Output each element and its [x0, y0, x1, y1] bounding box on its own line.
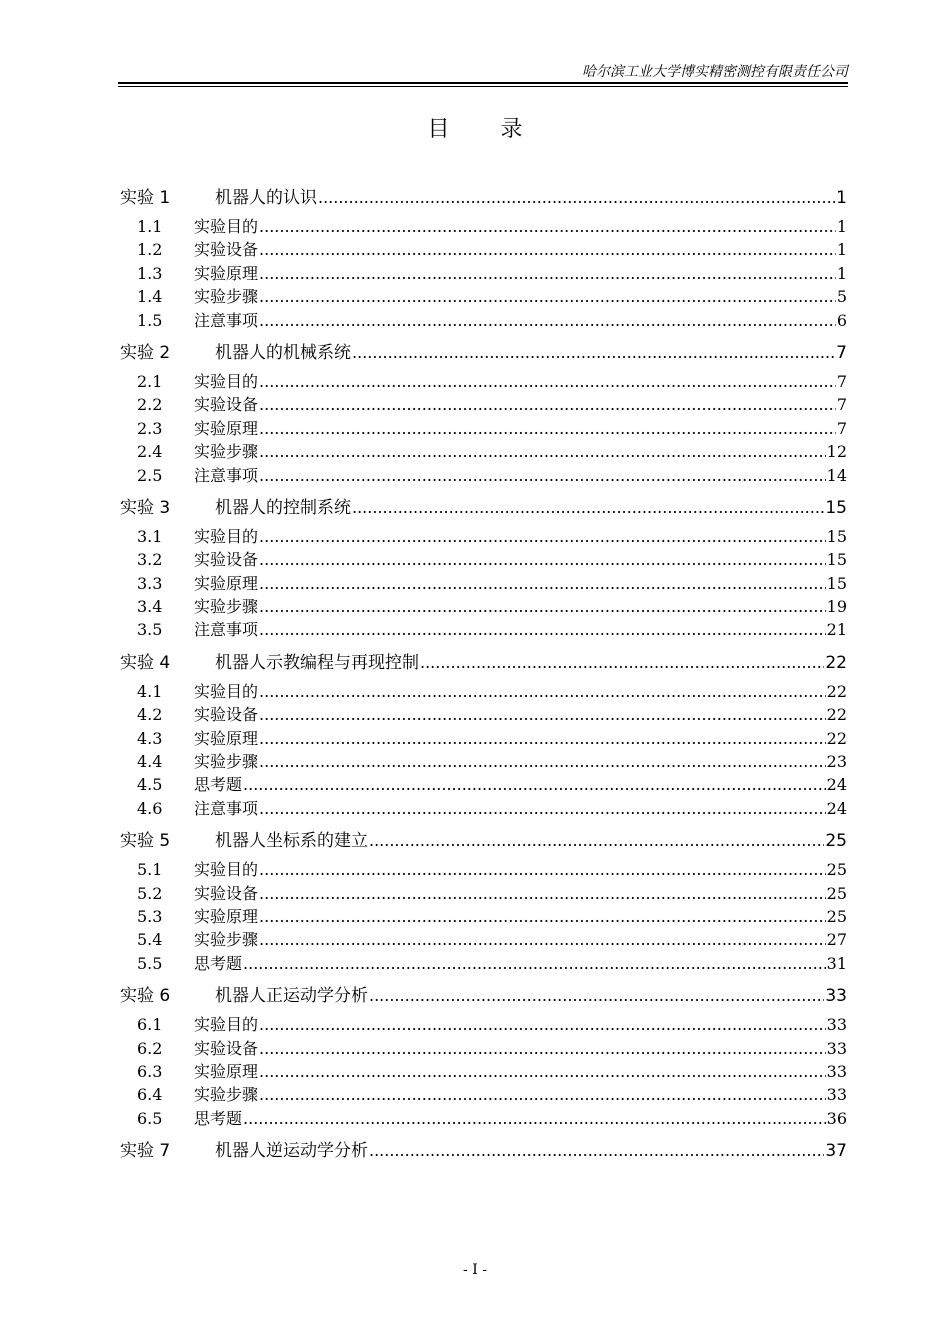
- dot-leader: [259, 680, 826, 703]
- section-page: 33: [826, 1038, 847, 1058]
- section-page: 19: [826, 597, 847, 617]
- toc-chapter-entry[interactable]: [120, 1139, 847, 1163]
- toc-section-entry[interactable]: [120, 440, 847, 463]
- section-title: 实验步骤: [194, 442, 259, 462]
- toc-section-entry[interactable]: [120, 1107, 847, 1130]
- section-number: 6.5: [137, 1108, 163, 1128]
- toc-title: 目 录: [427, 117, 545, 142]
- section-number: 1.2: [137, 240, 163, 260]
- section-title: 实验原理: [194, 728, 259, 748]
- section-title: 实验步骤: [194, 287, 259, 307]
- dot-leader: [369, 984, 824, 1008]
- section-page: 27: [826, 930, 847, 950]
- dot-leader: [243, 1107, 826, 1130]
- toc-section-entry[interactable]: [120, 238, 847, 261]
- section-number: 3.3: [137, 573, 163, 593]
- section-number: 6.1: [137, 1015, 163, 1035]
- dot-leader: [369, 1139, 824, 1163]
- section-title: 实验步骤: [194, 752, 259, 772]
- dot-leader: [352, 341, 835, 365]
- dot-leader: [369, 829, 824, 853]
- toc-chapter-entry[interactable]: [120, 186, 847, 210]
- toc-section-entry[interactable]: [120, 750, 847, 773]
- toc-section-entry[interactable]: [120, 1037, 847, 1060]
- section-number: 4.1: [137, 681, 163, 701]
- section-number: 4.2: [137, 705, 163, 725]
- chapter-title: 机器人正运动学分析: [215, 986, 368, 1007]
- section-number: 5.2: [137, 883, 163, 903]
- section-title: 实验目的: [194, 860, 259, 880]
- section-page: 12: [826, 442, 847, 462]
- dot-leader: [420, 651, 824, 675]
- section-number: 4.3: [137, 728, 163, 748]
- chapter-number: 实验 2: [120, 342, 171, 363]
- toc-chapter-entry[interactable]: [120, 341, 847, 365]
- section-number: 2.5: [137, 465, 163, 485]
- toc-section-entry[interactable]: [120, 464, 847, 487]
- chapter-title: 机器人的控制系统: [215, 497, 351, 518]
- section-title: 实验设备: [194, 240, 259, 260]
- section-title: 实验目的: [194, 217, 259, 236]
- dot-leader: [259, 882, 826, 905]
- toc-section-entry[interactable]: [120, 595, 847, 618]
- section-title: 注意事项: [194, 798, 259, 818]
- section-title: 实验步骤: [194, 930, 259, 950]
- page-number: - I -: [463, 1262, 487, 1278]
- toc-section-entry[interactable]: [120, 858, 847, 881]
- dot-leader: [259, 548, 826, 571]
- chapter-title: 机器人示教编程与再现控制: [215, 652, 419, 673]
- dot-leader: [259, 464, 826, 487]
- section-number: 1.3: [137, 263, 163, 283]
- section-number: 6.4: [137, 1085, 163, 1105]
- dot-leader: [259, 928, 826, 951]
- section-page: 25: [826, 860, 847, 880]
- toc-chapter-entry[interactable]: [120, 829, 847, 853]
- toc-section-entry[interactable]: [120, 703, 847, 726]
- dot-leader: [259, 1060, 826, 1083]
- toc-chapter-entry[interactable]: [120, 651, 847, 675]
- toc-section-entry[interactable]: [120, 309, 847, 332]
- section-page: 1: [836, 217, 847, 236]
- chapter-number: 实验 7: [120, 1141, 171, 1162]
- section-number: 4.6: [137, 798, 163, 818]
- dot-leader: [259, 905, 826, 928]
- toc-section-entry[interactable]: [120, 618, 847, 641]
- dot-leader: [259, 262, 836, 285]
- toc-section-entry[interactable]: [120, 797, 847, 820]
- section-number: 3.1: [137, 526, 163, 546]
- section-page: 14: [826, 465, 847, 485]
- section-title: 注意事项: [194, 620, 259, 640]
- section-page: 1: [836, 240, 847, 260]
- chapter-number: 实验 6: [120, 986, 171, 1007]
- section-title: 思考题: [194, 953, 243, 973]
- chapter-page: 7: [836, 342, 847, 363]
- section-title: 注意事项: [194, 465, 259, 485]
- chapter-page: 15: [825, 497, 847, 518]
- section-number: 5.4: [137, 930, 163, 950]
- section-page: 33: [826, 1061, 847, 1081]
- section-number: 5.3: [137, 906, 163, 926]
- toc-section-entry[interactable]: [120, 928, 847, 951]
- section-page: 7: [836, 371, 847, 391]
- header-rule-thick: [118, 82, 848, 84]
- section-page: 33: [826, 1015, 847, 1035]
- toc-section-entry[interactable]: [120, 680, 847, 703]
- dot-leader: [259, 393, 836, 416]
- toc-section-entry[interactable]: [120, 262, 847, 285]
- chapter-number: 实验 4: [120, 652, 171, 673]
- dot-leader: [259, 1013, 826, 1036]
- section-number: 4.5: [137, 775, 163, 795]
- section-title: 实验原理: [194, 573, 259, 593]
- section-page: 22: [826, 681, 847, 701]
- dot-leader: [259, 1083, 826, 1106]
- section-title: 思考题: [194, 775, 243, 795]
- section-title: 实验目的: [194, 1015, 259, 1035]
- toc-section-entry[interactable]: [120, 905, 847, 928]
- dot-leader: [259, 1037, 826, 1060]
- dot-leader: [259, 525, 826, 548]
- section-page: 23: [826, 752, 847, 772]
- toc-section-entry[interactable]: [120, 727, 847, 750]
- dot-leader: [259, 797, 826, 820]
- section-title: 实验设备: [194, 550, 259, 570]
- chapter-title: 机器人坐标系的建立: [215, 831, 368, 852]
- dot-leader: [259, 858, 826, 881]
- dot-leader: [259, 215, 836, 238]
- toc-section-entry[interactable]: [120, 548, 847, 571]
- section-page: 21: [826, 620, 847, 640]
- section-number: 1.5: [137, 310, 163, 330]
- section-page: 1: [836, 263, 847, 283]
- section-page: 7: [836, 395, 847, 415]
- section-title: 实验步骤: [194, 597, 259, 617]
- dot-leader: [259, 238, 836, 261]
- dot-leader: [243, 773, 826, 796]
- section-number: 4.4: [137, 752, 163, 772]
- dot-leader: [259, 618, 826, 641]
- section-page: 15: [826, 573, 847, 593]
- section-title: 实验原理: [194, 263, 259, 283]
- dot-leader: [259, 572, 826, 595]
- section-number: 2.4: [137, 442, 163, 462]
- section-number: 2.2: [137, 395, 163, 415]
- chapter-page: 25: [825, 831, 847, 852]
- section-number: 5.1: [137, 860, 163, 880]
- dot-leader: [259, 703, 826, 726]
- section-number: 2.1: [137, 371, 163, 391]
- dot-leader: [243, 952, 826, 975]
- section-number: 5.5: [137, 953, 163, 973]
- section-page: 22: [826, 728, 847, 748]
- section-number: 3.4: [137, 597, 163, 617]
- section-title: 实验原理: [194, 1061, 259, 1081]
- table-of-contents: [120, 186, 847, 1168]
- section-number: 3.5: [137, 620, 163, 640]
- section-page: 15: [826, 526, 847, 546]
- dot-leader: [259, 727, 826, 750]
- chapter-number: 实验 3: [120, 497, 171, 518]
- section-page: 22: [826, 705, 847, 725]
- dot-leader: [259, 370, 836, 393]
- section-page: 6: [836, 310, 847, 330]
- toc-section-entry[interactable]: [120, 572, 847, 595]
- section-page: 36: [826, 1108, 847, 1128]
- section-title: 实验步骤: [194, 1085, 259, 1105]
- dot-leader: [352, 496, 824, 520]
- chapter-page: 33: [825, 986, 847, 1007]
- section-title: 实验目的: [194, 371, 259, 391]
- toc-section-entry[interactable]: [120, 285, 847, 308]
- toc-chapter-entry[interactable]: [120, 984, 847, 1008]
- section-number: 6.2: [137, 1038, 163, 1058]
- dot-leader: [318, 186, 835, 210]
- toc-section-entry[interactable]: [120, 1083, 847, 1106]
- section-page: 7: [836, 418, 847, 438]
- dot-leader: [259, 309, 836, 332]
- section-page: 15: [826, 550, 847, 570]
- toc-section-entry[interactable]: [120, 417, 847, 440]
- section-page: 33: [826, 1085, 847, 1105]
- chapter-page: 37: [825, 1141, 847, 1162]
- chapter-page: 1: [836, 188, 847, 208]
- toc-section-entry[interactable]: [120, 1013, 847, 1036]
- header-rule-thin: [118, 86, 848, 87]
- toc-section-entry[interactable]: [120, 882, 847, 905]
- chapter-page: 22: [825, 652, 847, 673]
- section-page: 25: [826, 906, 847, 926]
- chapter-title: 机器人的机械系统: [215, 342, 351, 363]
- section-page: 24: [826, 798, 847, 818]
- dot-leader: [259, 285, 836, 308]
- toc-section-entry[interactable]: [120, 525, 847, 548]
- section-number: 1.1: [137, 217, 163, 236]
- section-page: 24: [826, 775, 847, 795]
- section-title: 思考题: [194, 1108, 243, 1128]
- toc-section-entry[interactable]: [120, 215, 847, 238]
- toc-chapter-entry[interactable]: [120, 496, 847, 520]
- toc-section-entry[interactable]: [120, 1060, 847, 1083]
- toc-section-entry[interactable]: [120, 773, 847, 796]
- section-title: 实验设备: [194, 395, 259, 415]
- section-page: 25: [826, 883, 847, 903]
- chapter-title: 机器人的认识: [215, 188, 317, 208]
- section-title: 实验设备: [194, 1038, 259, 1058]
- dot-leader: [259, 750, 826, 773]
- section-page: 31: [826, 953, 847, 973]
- section-number: 2.3: [137, 418, 163, 438]
- dot-leader: [259, 417, 836, 440]
- section-title: 实验设备: [194, 883, 259, 903]
- dot-leader: [259, 440, 826, 463]
- chapter-title: 机器人逆运动学分析: [215, 1141, 368, 1162]
- section-number: 1.4: [137, 287, 163, 307]
- section-title: 实验设备: [194, 705, 259, 725]
- section-page: 5: [836, 287, 847, 307]
- chapter-number: 实验 1: [120, 188, 171, 208]
- running-header: 哈尔滨工业大学博实精密测控有限责任公司: [582, 64, 848, 80]
- chapter-number: 实验 5: [120, 831, 171, 852]
- section-title: 实验原理: [194, 418, 259, 438]
- section-number: 3.2: [137, 550, 163, 570]
- section-title: 实验原理: [194, 906, 259, 926]
- dot-leader: [259, 595, 826, 618]
- toc-section-entry[interactable]: [120, 393, 847, 416]
- toc-section-entry[interactable]: [120, 370, 847, 393]
- section-title: 实验目的: [194, 681, 259, 701]
- section-title: 实验目的: [194, 526, 259, 546]
- section-number: 6.3: [137, 1061, 163, 1081]
- toc-section-entry[interactable]: [120, 952, 847, 975]
- section-title: 注意事项: [194, 310, 259, 330]
